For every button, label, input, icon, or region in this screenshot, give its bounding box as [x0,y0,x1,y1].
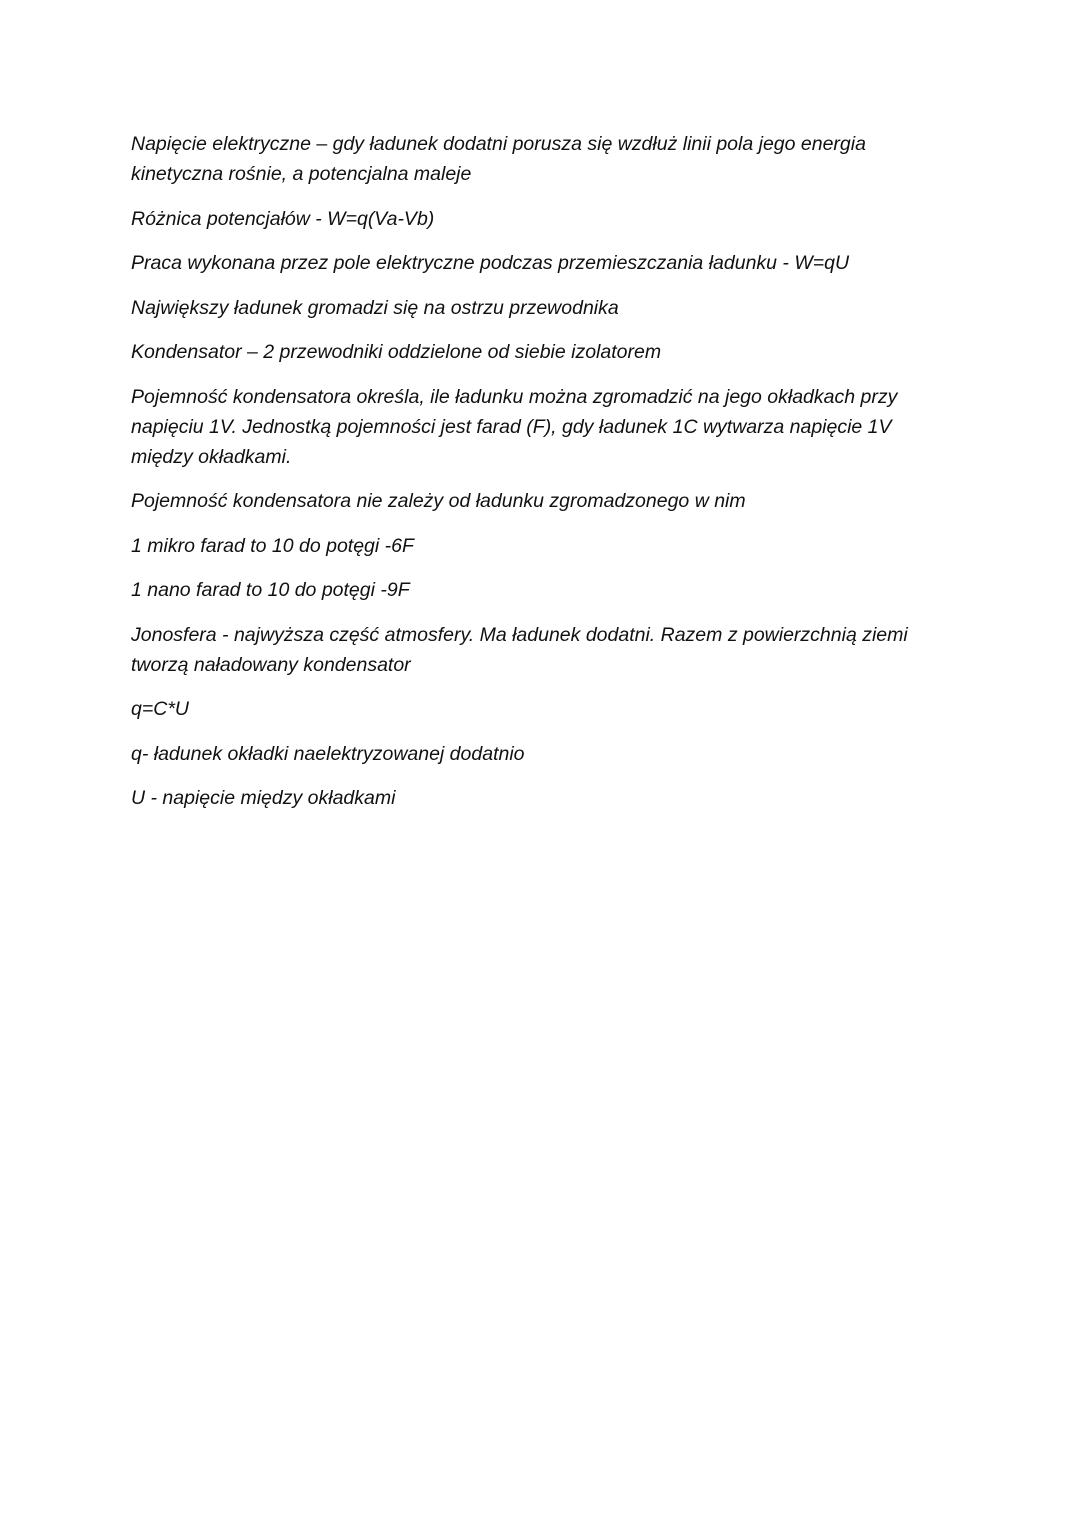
paragraph-mikrofarad: 1 mikro farad to 10 do potęgi -6F [131,534,414,557]
paragraph-definicja-u: U - napięcie między okładkami [131,787,396,809]
paragraph-najwiekszy-ladunek: Największy ładunek gromadzi się na ostrzu przewodnika [131,296,619,319]
paragraph-pojemnosc-definicja: Pojemność kondensatora określa, ile ładunku można zgromadzić na jego okładkach przy napięciu 1V. Jednostką pojemności jest farad (F), gdy ładunek 1C wytwarza napięcie 1V między okładkami. [131,385,898,468]
paragraph-definicja-q: q- ładunek okładki naelektryzowanej dodatnio [131,742,525,765]
paragraph-kondensator: Kondensator – 2 przewodniki oddzielone od siebie izolatorem [131,341,662,363]
paragraph-pojemnosc-niezaleznosc: Pojemność kondensatora nie zależy od ładunku zgromadzonego w nim [131,490,746,512]
paragraph-wzor-q-cu: q=C*U [131,698,189,720]
paragraph-praca-pola: Praca wykonana przez pole elektryczne podczas przemieszczania ładunku - W=qU [131,252,850,274]
paragraph-roznica-potencjalow: Różnica potencjałów - W=q(Va-Vb) [131,207,435,230]
paragraph-nanofarad: 1 nano farad to 10 do potęgi -9F [131,579,410,601]
paragraph-jonosfera: Jonosfera - najwyższa część atmosfery. Ma ładunek dodatni. Razem z powierzchnią ziemi tworzą naładowany kondensator [131,623,908,676]
paragraph-napiecie-elektryczne: Napięcie elektryczne – gdy ładunek dodatni porusza się wzdłuż linii pola jego energia kinetyczna rośnie, a potencjalna maleje [131,133,866,185]
document-body [131,129,961,828]
